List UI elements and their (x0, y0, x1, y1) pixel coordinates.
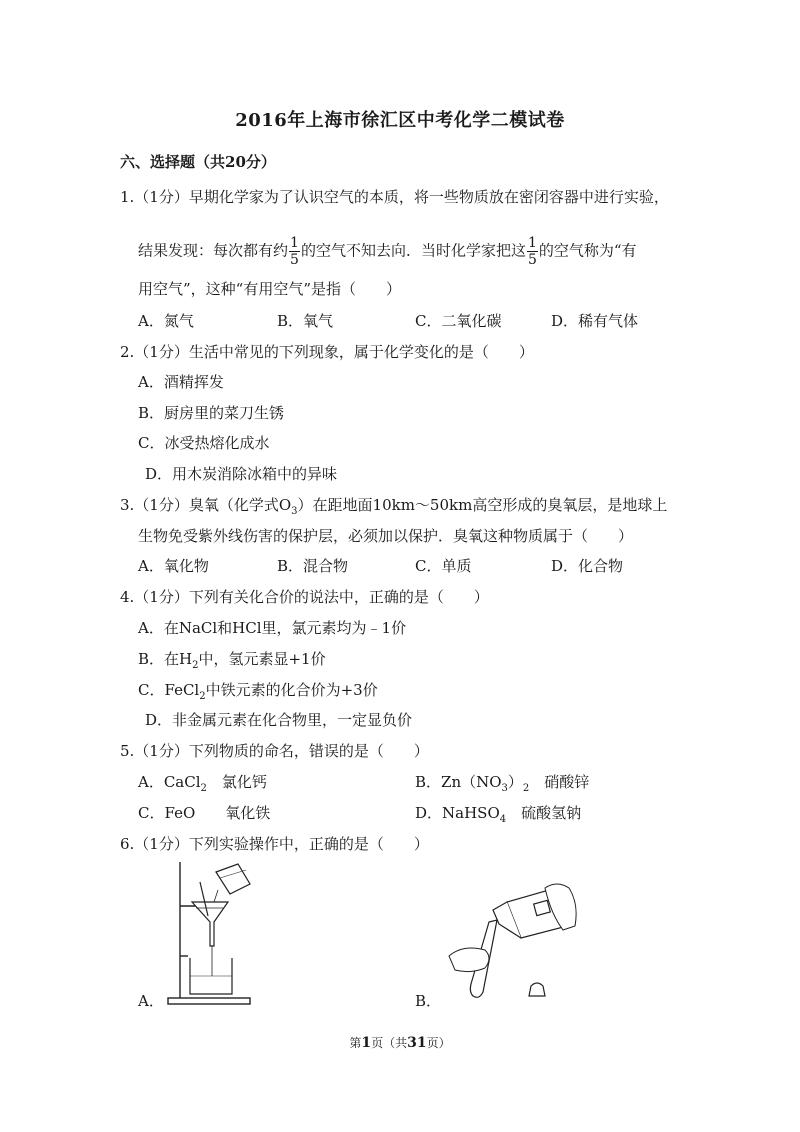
q4-option-b[interactable] (138, 648, 326, 671)
q4-option-b-part-a: B．在H (138, 650, 193, 668)
q3-line1 (120, 494, 667, 517)
q5-option-d-part-b: 硫酸氢钠 (506, 804, 582, 822)
fraction-one-fifth (289, 236, 300, 267)
section-title: 六、选择题（共20分） (120, 153, 276, 171)
q4-option-b-part-b: 中，氢元素显+1价 (198, 650, 326, 668)
fraction-numerator: 1 (290, 235, 299, 251)
subscript: 2 (199, 691, 206, 702)
page-title: 2016年上海市徐汇区中考化学二模试卷 (235, 110, 565, 131)
left-hand (449, 948, 489, 972)
subscript: 2 (522, 783, 530, 794)
q5-option-b-part-c: 硝酸锌 (529, 773, 590, 791)
fraction-one-fifth (527, 236, 538, 267)
q5-option-b-part-a: B．Zn（NO (415, 773, 502, 791)
q2-option-b[interactable]: B．厨房里的菜刀生锈 (138, 404, 285, 422)
q2-stem: 2.（1分）生活中常见的下列现象，属于化学变化的是（ ） (120, 343, 534, 361)
q1-option-b[interactable]: B．氧气 (277, 312, 334, 330)
q4-option-a[interactable]: A．在NaCl和HCl里，氯元素均为﹣1价 (138, 619, 407, 637)
filtration-apparatus-illustration (160, 858, 260, 1008)
fraction-denominator: 5 (290, 252, 299, 268)
fraction-denominator: 5 (527, 252, 537, 268)
q1-line2-part-b: 的空气不知去向．当时化学家把这 (300, 241, 526, 260)
q2-option-c[interactable]: C．冰受热熔化成水 (138, 434, 270, 452)
subscript: 4 (499, 814, 507, 825)
q2-option-d[interactable]: D．用木炭消除冰箱中的异味 (145, 465, 338, 483)
q4-option-c-part-a: C．FeCl (138, 681, 200, 699)
q3-option-a[interactable]: A．氧化物 (138, 557, 209, 575)
funnel (192, 902, 228, 946)
q1-line2-part-a: 结果发现：每次都有约 (138, 241, 289, 260)
q4-stem: 4.（1分）下列有关化合价的说法中，正确的是（ ） (120, 588, 489, 606)
q3-option-d[interactable]: D．化合物 (551, 557, 624, 575)
q6-option-b-label[interactable]: B． (415, 992, 442, 1010)
total-page-count: 31 (407, 1035, 427, 1051)
q6-option-a-label[interactable]: A． (138, 992, 164, 1010)
subscript: 3 (291, 506, 298, 517)
fraction-numerator: 1 (527, 235, 537, 251)
q3-line1-part-a: 3.（1分）臭氧（化学式O (120, 496, 292, 514)
subscript: 2 (192, 660, 199, 671)
bottle-stopper (529, 983, 545, 996)
q3-option-b[interactable]: B．混合物 (277, 557, 349, 575)
subscript: 2 (200, 783, 207, 794)
q5-option-a-part-b: 氯化钙 (206, 773, 267, 791)
q3-line2: 生物免受紫外线伤害的保护层，必须加以保护．臭氧这种物质属于（ ） (138, 527, 634, 545)
q1-option-d[interactable]: D．稀有气体 (551, 312, 639, 330)
footer-suffix: 页） (426, 1036, 451, 1050)
q4-option-d[interactable]: D．非金属元素在化合物里，一定显负价 (145, 711, 413, 729)
q5-option-a[interactable] (138, 771, 267, 794)
q2-option-a[interactable]: A．酒精挥发 (138, 373, 224, 391)
q5-option-d-part-a: D．NaHSO (415, 804, 500, 822)
subscript: 3 (501, 783, 508, 794)
q4-option-c-part-b: 中铁元素的化合价为+3价 (205, 681, 378, 699)
q1-line2-part-c: 的空气称为“有 (538, 241, 637, 260)
q1-line1: 1.（1分）早期化学家为了认识空气的本质，将一些物质放在密闭容器中进行实验， (120, 188, 669, 206)
q3-option-c[interactable]: C．单质 (415, 557, 472, 575)
q4-option-c[interactable] (138, 679, 378, 702)
current-page-number: 1 (361, 1035, 372, 1051)
pouring-beaker (214, 864, 250, 902)
q1-line3: 用空气”，这种“有用空气”是指（ ） (138, 280, 402, 298)
pouring-liquid-illustration (445, 880, 585, 1010)
receiving-beaker (190, 946, 232, 994)
q6-stem: 6.（1分）下列实验操作中，正确的是（ ） (120, 835, 429, 853)
q5-option-d[interactable] (415, 802, 581, 825)
footer-prefix: 第 (349, 1036, 362, 1050)
q5-option-a-part-a: A．CaCl (138, 773, 201, 791)
q1-option-c[interactable]: C．二氧化碳 (415, 312, 502, 330)
page-footer (0, 1034, 800, 1051)
q1-line2 (138, 236, 637, 267)
q5-option-b-part-b: ） (507, 773, 523, 791)
q3-line1-part-b: ）在距地面10km～50km高空形成的臭氧层，是地球上 (297, 496, 668, 514)
q5-stem: 5.（1分）下列物质的命名，错误的是（ ） (120, 742, 429, 760)
q1-option-a[interactable]: A．氮气 (138, 312, 194, 330)
q5-option-b[interactable] (415, 771, 589, 794)
footer-middle: 页（共 (371, 1036, 408, 1050)
q5-option-c[interactable]: C．FeO 氧化铁 (138, 804, 271, 822)
